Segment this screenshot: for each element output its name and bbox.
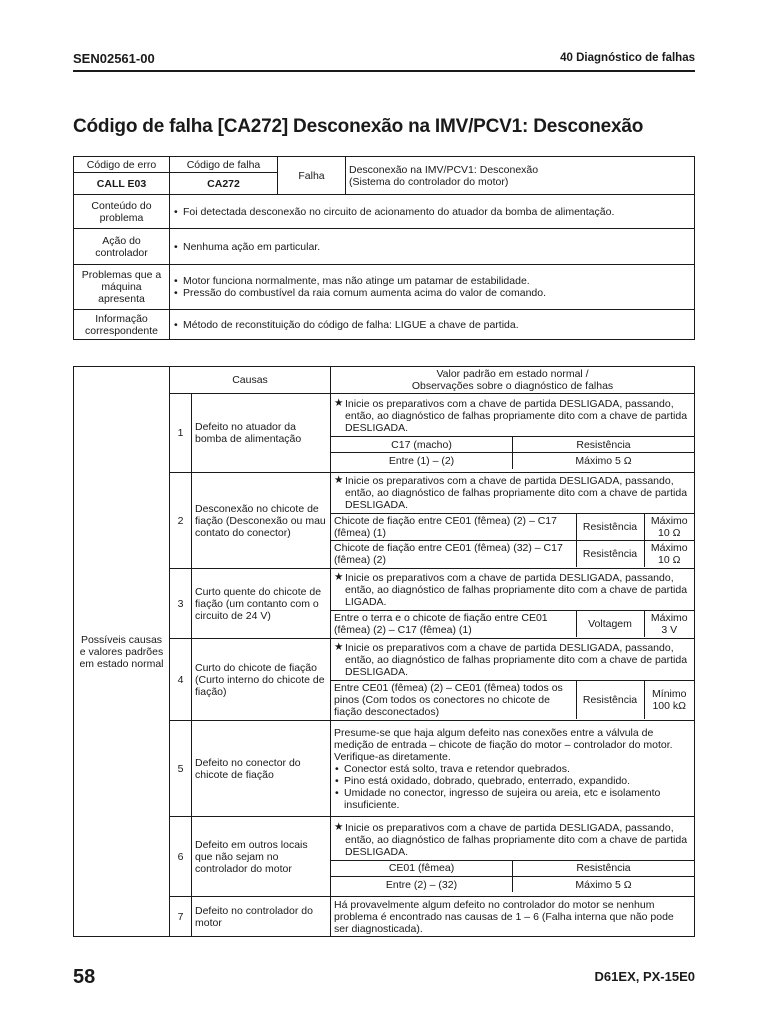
measure-head-kind: Resistência — [513, 860, 695, 876]
error-code-value: CALL E03 — [74, 173, 170, 195]
list-item: • Método de reconstituição do código de falha: LIGUE a chave de partida. — [183, 319, 691, 331]
measure-kind: Resistência — [576, 680, 644, 719]
measure-value: Máximo 3 V — [644, 610, 694, 637]
row-content-related-info — [170, 310, 695, 340]
measure-table — [331, 680, 694, 719]
standard-value-header-line2: Observações sobre o diagnóstico de falhas — [411, 380, 614, 392]
measure-where: Entre CE01 (fêmea) (2) – CE01 (fêmea) todos os pinos (Com todos os conectores no chicote de fiação desconectados) — [331, 680, 576, 719]
prep-note — [331, 397, 694, 436]
prep-note — [331, 571, 694, 610]
star-icon: ★ — [334, 640, 344, 653]
fault-description — [346, 157, 695, 195]
cause-text: Defeito no conector do chicote de fiação — [192, 721, 331, 817]
check-body: Presume-se que haja algum defeito nas conexões entre a válvula de medição de entrada – chicote de fiação do motor – controlador do motor. Verifique-as diretamente. — [334, 726, 673, 763]
row-label-controller-action: Ação do controlador — [74, 229, 170, 265]
section-title: 40 Diagnóstico de falhas — [560, 52, 695, 64]
measure-kind: Resistência — [576, 514, 644, 541]
measure-where: Entre (1) – (2) — [331, 453, 512, 469]
cause-text: Curto do chicote de fiação (Curto interno do chicote de fiação) — [192, 639, 331, 721]
list-item: • Conector está solto, trava e retendor quebrados. — [344, 763, 691, 775]
cause-number: 2 — [170, 473, 192, 569]
list-item: • Motor funciona normalmente, mas não atinge um patamar de estabilidade. — [183, 275, 691, 287]
row-content-problem — [170, 195, 695, 229]
star-icon: ★ — [334, 820, 344, 833]
cause-text: Desconexão no chicote de fiação (Desconexão ou mau contato do conector) — [192, 473, 331, 569]
measure-head-connector: CE01 (fêmea) — [331, 860, 512, 876]
list-item: • Nenhuma ação em particular. — [183, 241, 691, 253]
prep-note-text: Inicie os preparativos com a chave de partida DESLIGADA, passando, então, ao diagnóstico de falhas propriamente dito com a chave de partida DESLIGADA. — [345, 821, 688, 858]
cause-number: 1 — [170, 394, 192, 473]
row-content-machine-problems — [170, 265, 695, 310]
prep-note — [331, 474, 694, 513]
measure-table — [331, 436, 694, 469]
prep-note-text: Inicie os preparativos com a chave de partida DESLIGADA, passando, então, ao diagnóstico de falhas propriamente dito com a chave de partida DESLIGADA. — [345, 475, 688, 511]
measure-where: Entre o terra e o chicote de fiação entre CE01 (fêmea) (2) – C17 (fêmea) (1) — [331, 610, 576, 637]
fault-code-value: CA272 — [170, 173, 278, 195]
cause-5-check — [331, 721, 695, 817]
row-label-problem: Conteúdo do problema — [74, 195, 170, 229]
cause-2-check — [331, 473, 695, 569]
causes-header: Causas — [170, 367, 331, 394]
measure-table — [331, 610, 694, 637]
row-label-related-info: Informação correspondente — [74, 310, 170, 340]
standard-value-header-line1: Valor padrão em estado normal / — [436, 368, 589, 380]
model-name: D61EX, PX-15E0 — [594, 969, 695, 984]
fault-description-line1: Desconexão na IMV/PCV1: Desconexão — [349, 163, 539, 176]
prep-note-text: Inicie os preparativos com a chave de partida DESLIGADA, passando, então, ao diagnóstico de falhas propriamente dito com a chave de partida DESLIGADA. — [345, 398, 688, 435]
cause-number: 5 — [170, 721, 192, 817]
list-item: • Foi detectada desconexão no circuito de acionamento do atuador da bomba de alimentação. — [183, 206, 691, 218]
measure-where: Chicote de fiação entre CE01 (fêmea) (2) – C17 (fêmea) (1) — [331, 514, 576, 541]
doc-code: SEN02561-00 — [73, 51, 155, 66]
measure-value: Máximo 5 Ω — [513, 876, 695, 892]
fault-code-header: Código de falha — [170, 157, 278, 173]
possible-causes-label: Possíveis causas e valores padrões em estado normal — [74, 367, 170, 937]
prep-note-text: Inicie os preparativos com a chave de partida DESLIGADA, passando, então, ao diagnóstico de falhas propriamente dito com a chave de partida LIGADA. — [345, 571, 688, 608]
cause-text: Curto quente do chicote de fiação (um contanto com o circuito de 24 V) — [192, 569, 331, 639]
list-item: • Umidade no conector, ingresso de sujeira ou areia, etc e isolamento insuficiente. — [344, 787, 691, 811]
measure-table — [331, 513, 694, 567]
cause-number: 4 — [170, 639, 192, 721]
cause-text: Defeito no atuador da bomba de alimentação — [192, 394, 331, 473]
measure-where: Entre (2) – (32) — [331, 876, 512, 892]
header-rule — [73, 70, 695, 72]
cause-number: 7 — [170, 897, 192, 937]
measure-kind: Resistência — [576, 541, 644, 568]
causes-table — [73, 366, 695, 937]
standard-value-header — [331, 367, 695, 394]
page-number: 58 — [73, 966, 96, 988]
error-code-header: Código de erro — [74, 157, 170, 173]
cause-number: 6 — [170, 817, 192, 897]
row-content-controller-action — [170, 229, 695, 265]
prep-note-text: Inicie os preparativos com a chave de partida DESLIGADA, passando, então, ao diagnóstico de falhas propriamente dito com a chave de partida DESLIGADA. — [345, 641, 688, 678]
measure-head-kind: Resistência — [513, 437, 695, 453]
list-item: • Pressão do combustível da raia comum aumenta acima do valor de comando. — [183, 287, 691, 299]
measure-value: Mínimo 100 kΩ — [644, 680, 694, 719]
fault-label: Falha — [278, 157, 346, 195]
cause-number: 3 — [170, 569, 192, 639]
row-label-machine-problems: Problemas que a máquina apresenta — [74, 265, 170, 310]
cause-3-check — [331, 569, 695, 639]
cause-4-check — [331, 639, 695, 721]
measure-value: Máximo 5 Ω — [513, 453, 695, 469]
measure-where: Chicote de fiação entre CE01 (fêmea) (32) – C17 (fêmea) (2) — [331, 541, 576, 568]
cause-text: Defeito no controlador do motor — [192, 897, 331, 937]
cause-6-check — [331, 817, 695, 897]
page-title: Código de falha [CA272] Desconexão na IMV/PCV1: Desconexão — [73, 116, 644, 137]
cause-1-check — [331, 394, 695, 473]
star-icon: ★ — [334, 397, 344, 410]
measure-table — [331, 860, 694, 893]
prep-note — [331, 821, 694, 860]
measure-head-connector: C17 (macho) — [331, 437, 512, 453]
star-icon: ★ — [334, 570, 344, 583]
measure-value: Máximo 10 Ω — [644, 514, 694, 541]
fault-info-table — [73, 156, 695, 340]
prep-note — [331, 641, 694, 680]
cause-7-check: Há provavelmente algum defeito no controlador do motor se nenhum problema é encontrado nas causas de 1 – 6 (Falha interna que não pode ser diagnosticada). — [331, 897, 695, 937]
measure-kind: Voltagem — [576, 610, 644, 637]
fault-description-line2: (Sistema do controlador do motor) — [349, 175, 509, 188]
measure-value: Máximo 10 Ω — [644, 541, 694, 568]
list-item: • Pino está oxidado, dobrado, quebrado, enterrado, expandido. — [344, 775, 691, 787]
star-icon: ★ — [334, 474, 344, 486]
cause-text: Defeito em outros locais que não sejam no controlador do motor — [192, 817, 331, 897]
